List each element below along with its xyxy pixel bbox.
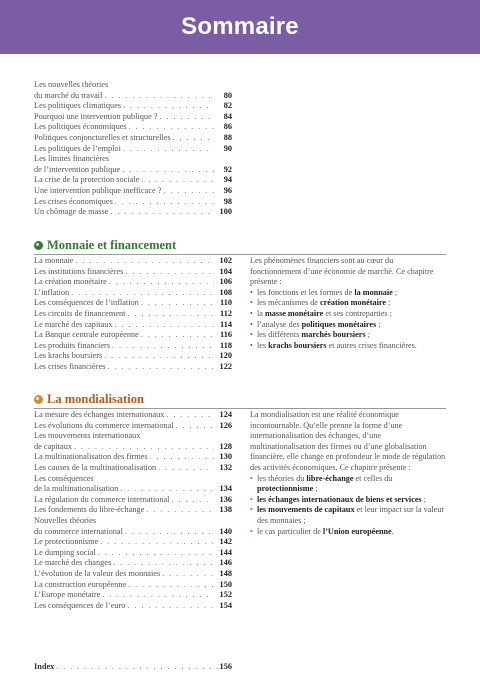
toc-entry-label: La construction européenne: [34, 579, 127, 589]
bullet-text: les théories du: [257, 473, 307, 483]
bullet-keyword: masse monétaire: [264, 308, 324, 318]
leader-dots: [166, 410, 214, 421]
toc-page-number: 110: [220, 298, 232, 308]
bullet-text: et celles du: [353, 473, 393, 483]
bullet-keyword: création monétaire: [319, 298, 386, 308]
toc-entry: [34, 362, 232, 373]
toc-page-number: 144: [219, 547, 232, 557]
toc-entry-label: La multinationalisation des firmes: [34, 452, 148, 462]
leader-dots: [162, 569, 214, 580]
leader-dots: [125, 267, 214, 278]
toc-page-number: 134: [219, 484, 232, 494]
bullet-keyword: les échanges internationaux de biens et services: [257, 494, 422, 504]
toc-entry: [34, 101, 232, 112]
toc-page-number: 98: [223, 196, 232, 206]
leader-dots: [100, 537, 214, 548]
toc-page-number: 90: [223, 143, 232, 153]
leader-dots: [127, 601, 214, 612]
toc-entry: [34, 267, 232, 278]
toc-entry: [34, 175, 232, 186]
bullet-text: ;: [313, 484, 318, 494]
toc-entry-label: du commerce international: [34, 526, 123, 536]
toc-entry-label: Les crises financières: [34, 361, 106, 371]
toc-page-number: 152: [219, 590, 232, 600]
toc-entry-label: Les politiques climatiques: [34, 101, 122, 111]
toc-entry-label: L’Europe monétaire: [34, 590, 101, 600]
leader-dots: [125, 527, 214, 538]
description-bullet-item: [250, 505, 446, 526]
toc-section-mondialisation: [34, 410, 232, 611]
page-title: Sommaire: [181, 13, 299, 40]
toc-entry-label: Les conséquences de l’euro: [34, 600, 126, 610]
bullet-keyword: libre-échange: [306, 473, 354, 483]
leader-dots: [173, 133, 214, 144]
toc-entry-label: Politiques conjoncturelles et structurelles: [34, 132, 171, 142]
leader-dots: [115, 320, 214, 331]
toc-page-number: 154: [219, 600, 232, 610]
leader-dots: [158, 463, 214, 474]
toc-page-number: 104: [219, 266, 232, 276]
toc-entry-label: La Banque centrale européenne: [34, 330, 139, 340]
toc-entry: [34, 548, 232, 559]
toc-entry-label: Les crises économiques: [34, 196, 113, 206]
toc-page-number: 130: [219, 452, 232, 462]
toc-entry-label: Les politiques de l’emploi: [34, 143, 121, 153]
section-divider: [34, 254, 446, 255]
toc-page-number: 138: [219, 505, 232, 515]
toc-entry-label: Pourquoi une intervention publique ?: [34, 111, 158, 121]
toc-page-number: 96: [223, 185, 232, 195]
toc-page-number: 142: [219, 537, 232, 547]
toc-entry-label: Le marché des capitaux: [34, 319, 113, 329]
toc-entry: [34, 144, 232, 155]
toc-page-number: 122: [219, 361, 232, 371]
description-bullet-item: [250, 320, 446, 331]
leader-dots: [163, 186, 214, 197]
toc-page-number: 118: [220, 340, 232, 350]
description-bullet-item: [250, 474, 446, 495]
toc-entry-label: L’évolution de la valeur des monnaies: [34, 568, 161, 578]
bullet-text: ;: [386, 298, 391, 308]
toc-entry: [34, 277, 232, 288]
leader-dots: [176, 421, 214, 432]
toc-page-number: 112: [220, 308, 232, 318]
toc-entry: [34, 421, 232, 432]
toc-entry-label: Les politiques économiques: [34, 122, 127, 132]
description-bullet-item: [250, 341, 446, 352]
toc-page-number: 132: [219, 462, 232, 472]
toc-entry-label: Le protectionnisme: [34, 537, 99, 547]
bullet-text: les mécanismes de: [257, 298, 320, 308]
toc-entry: [34, 505, 232, 516]
description-bullet-item: [250, 309, 446, 320]
leader-dots: [71, 288, 214, 299]
leader-dots: [102, 590, 214, 601]
description-bullets: [250, 474, 446, 538]
leader-dots: [127, 309, 214, 320]
bullet-text: les: [257, 340, 269, 350]
leader-dots: [56, 662, 217, 673]
toc-entry-label-line: Les conséquences: [34, 473, 94, 483]
toc-page-number: 128: [219, 441, 232, 451]
toc-entry-label-line: Les limites financières: [34, 154, 110, 164]
bullet-text: l’analyse des: [257, 319, 302, 329]
toc-entry-label-line: Nouvelles théories: [34, 515, 96, 525]
toc-entry: [34, 186, 232, 197]
toc-page-number: 150: [219, 579, 232, 589]
bullet-text: et ses contreparties ;: [323, 308, 392, 318]
bullet-text: ;: [421, 494, 426, 504]
toc-entry: [34, 256, 232, 267]
toc-entry: [34, 207, 232, 218]
toc-page-number: 100: [219, 207, 232, 217]
toc-entry-label: Les fondements du libre-échange: [34, 505, 145, 515]
section-divider: [34, 408, 446, 409]
toc-entry: [34, 122, 232, 133]
description-bullets: [250, 288, 446, 352]
toc-page-number: 108: [219, 287, 232, 297]
leader-dots: [120, 484, 214, 495]
description-bullet-item: [250, 298, 446, 309]
bullet-text: ;: [392, 287, 398, 297]
toc-entry: [34, 298, 232, 309]
bullet-text: les fonctions et les formes de: [257, 287, 355, 297]
leader-dots: [160, 112, 214, 123]
leader-dots: [110, 207, 214, 218]
leader-dots: [98, 548, 214, 559]
toc-page-number: 106: [219, 277, 232, 287]
toc-entry: [34, 197, 232, 208]
toc-entry: [34, 91, 232, 102]
description-bullet-item: [250, 527, 446, 538]
toc-entry-label: La mesure des échanges internationaux: [34, 410, 165, 419]
toc-entry: [34, 569, 232, 580]
toc-entry: [34, 527, 232, 538]
toc-entry-label: de la multinationalisation: [34, 484, 119, 494]
toc-entry-label: Une intervention publique inefficace ?: [34, 185, 162, 195]
toc-page-number: 116: [220, 330, 232, 340]
section-bullet-icon: [34, 241, 43, 250]
description-intro: Les phénomènes financiers sont au cœur du fonctionnement d’une économie de marché. Ce chapitre présente :: [250, 256, 434, 287]
bullet-keyword: l’Union européenne: [322, 526, 392, 536]
toc-entry-label: Le dumping social: [34, 547, 96, 557]
leader-dots: [128, 580, 214, 591]
toc-entry-label-line: Les mouvements internationaux: [34, 431, 141, 441]
toc-page-number: 140: [219, 526, 232, 536]
toc-page-number: 124: [219, 410, 232, 419]
index-label: Index: [34, 662, 55, 671]
leader-dots: [146, 505, 214, 516]
leader-dots: [150, 452, 214, 463]
toc-entry-label: La régulation du commerce international: [34, 494, 170, 504]
leader-dots: [129, 122, 214, 133]
bullet-text: et leur impact sur la valeur des monnaies ;: [257, 505, 445, 525]
section-title-text: Monnaie et financement: [47, 238, 177, 252]
toc-entry: [34, 537, 232, 548]
toc-entry-label: Les produits financiers: [34, 340, 111, 350]
toc-page-number: 88: [223, 132, 232, 142]
toc-entry-label: Les circuits de financement: [34, 308, 126, 318]
toc-entry: [34, 558, 232, 569]
toc-entry: [34, 590, 232, 601]
toc-page-number: 126: [219, 420, 232, 430]
bullet-text: le cas particulier de: [257, 526, 323, 536]
leader-dots: [112, 341, 214, 352]
leader-dots: [109, 277, 214, 288]
description-bullet-item: [250, 288, 446, 299]
toc-entry: [34, 165, 232, 176]
toc-page-number: 102: [219, 256, 232, 265]
section-bullet-icon: [34, 395, 43, 404]
bullet-keyword: krachs boursiers: [268, 340, 327, 350]
toc-entry-label: Le marché des changes: [34, 558, 112, 568]
leader-dots: [141, 330, 214, 341]
toc-entry-label: Les krachs boursiers: [34, 351, 103, 361]
toc-entry: [34, 351, 232, 362]
toc-page-number: 136: [219, 494, 232, 504]
toc-entry-label: de capitaux: [34, 441, 73, 451]
toc-entry-label: L’inflation: [34, 287, 70, 297]
bullet-keyword: protectionnisme: [257, 484, 314, 494]
leader-dots: [113, 558, 214, 569]
leader-dots: [74, 442, 214, 453]
bullet-text: ;: [365, 330, 370, 340]
toc-entry: [34, 341, 232, 352]
toc-entry: [34, 442, 232, 453]
toc-page-number: 80: [223, 90, 232, 100]
toc-page-number: 146: [219, 558, 232, 568]
section-title-mondialisation: [34, 392, 144, 407]
toc-entry-label: La création monétaire: [34, 277, 107, 287]
leader-dots: [115, 197, 214, 208]
toc-entry-label: La monnaie: [34, 256, 74, 265]
toc-entry: [34, 410, 232, 421]
leader-dots: [141, 175, 214, 186]
bullet-keyword: marchés boursiers: [301, 330, 366, 340]
bullet-text: et autres crises financières.: [326, 340, 417, 350]
toc-page-number: 94: [223, 175, 232, 185]
toc-page-number: 148: [219, 568, 232, 578]
leader-dots: [107, 362, 214, 373]
leader-dots: [122, 165, 214, 176]
toc-entry: [34, 133, 232, 144]
toc-entry-label: Les conséquences de l’inflation: [34, 298, 139, 308]
section-description-monnaie: [250, 256, 446, 351]
leader-dots: [123, 144, 214, 155]
toc-page-number: 82: [223, 101, 232, 111]
toc-entry: [34, 463, 232, 474]
bullet-keyword: les mouvements de capitaux: [257, 505, 355, 515]
bullet-text: les différents: [257, 330, 302, 340]
leader-dots: [75, 256, 214, 267]
index-page-number: 156: [219, 662, 232, 671]
toc-page-number: 84: [223, 111, 232, 121]
leader-dots: [123, 101, 214, 112]
page-header: [0, 0, 480, 54]
toc-entry-label: du marché du travail: [34, 90, 103, 100]
toc-entry: [34, 309, 232, 320]
bullet-text: ;: [376, 319, 381, 329]
description-intro: La mondialisation est une réalité économique incontournable. Qu’elle prenne la forme d’une internationalisation des échanges, d’une multinationalisation des firmes ou d’une globalisation financière, elle change en profondeur le mode de régulation des activités économiques. Ce chapitre présente :: [250, 410, 446, 472]
toc-entry-label: de l’intervention publique: [34, 164, 121, 174]
toc-entry: [34, 288, 232, 299]
toc-entry: [34, 484, 232, 495]
toc-entry: [34, 112, 232, 123]
toc-page-number: 86: [223, 122, 232, 132]
toc-section-monnaie: [34, 256, 232, 373]
bullet-keyword: politiques monétaires: [301, 319, 377, 329]
toc-page-number: 92: [223, 164, 232, 174]
toc-index-row: [34, 662, 232, 673]
toc-entry: [34, 601, 232, 612]
toc-entry: [34, 580, 232, 591]
toc-entry-label-line: Les nouvelles théories: [34, 80, 109, 89]
section-title-monnaie: [34, 238, 176, 253]
leader-dots: [104, 91, 214, 102]
description-bullet-item: [250, 330, 446, 341]
bullet-text: la: [257, 308, 265, 318]
leader-dots: [171, 495, 214, 506]
leader-dots: [141, 298, 214, 309]
bullet-keyword: la monnaie: [354, 287, 393, 297]
toc-entry-label: Les évolutions du commerce international: [34, 420, 174, 430]
leader-dots: [104, 351, 214, 362]
toc-entry: [34, 320, 232, 331]
toc-entry-label: Les causes de la multinationalisation: [34, 462, 157, 472]
toc-entry: [34, 495, 232, 506]
section-title-text: La mondialisation: [47, 392, 144, 406]
toc-page-number: 114: [220, 319, 232, 329]
toc-entry: [34, 452, 232, 463]
bullet-text: .: [391, 526, 394, 536]
description-bullet-item: [250, 495, 446, 506]
toc-intro: [34, 80, 232, 218]
toc-entry: [34, 330, 232, 341]
toc-entry-label: La crise de la protection sociale: [34, 175, 140, 185]
section-description-mondialisation: [250, 410, 446, 537]
toc-entry-label: Les institutions financières: [34, 266, 124, 276]
toc-page-number: 120: [219, 351, 232, 361]
toc-entry-label: Un chômage de masse: [34, 207, 109, 217]
